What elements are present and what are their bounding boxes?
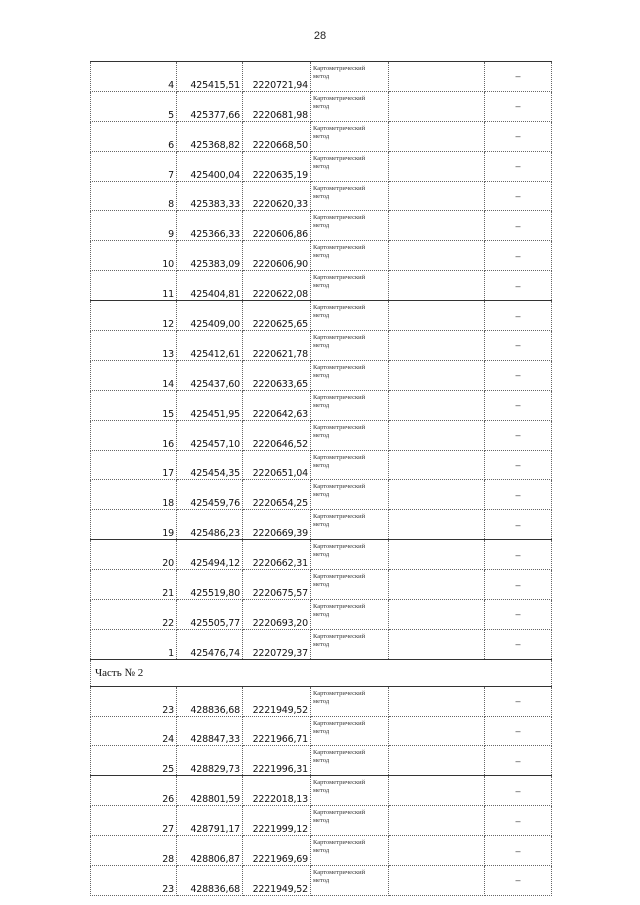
coordinate-x: 425457,10 [177, 420, 243, 450]
method-label-line2: метод [313, 877, 330, 885]
method-cell [311, 241, 389, 271]
method-label-line1: Картометрический [313, 839, 366, 847]
method-label-line1: Картометрический [313, 124, 366, 132]
method-label-line2: метод [313, 342, 330, 350]
coordinate-x: 425454,35 [177, 450, 243, 480]
method-cell [311, 806, 389, 836]
coordinate-y: 2220635,19 [243, 151, 311, 181]
blank-cell [389, 62, 485, 92]
method-label-line2: метод [313, 611, 330, 619]
error-cell: – [485, 62, 552, 92]
method-label-line2: метод [313, 371, 330, 379]
coordinate-x: 428836,68 [177, 686, 243, 716]
coordinate-y: 2220606,90 [243, 241, 311, 271]
part-heading: Часть № 2 [91, 659, 552, 686]
table-row [91, 836, 552, 866]
method-label-line1: Картометрический [313, 274, 366, 282]
blank-cell [389, 390, 485, 420]
coordinate-y: 2220669,39 [243, 510, 311, 540]
table-row [91, 806, 552, 836]
table-row [91, 629, 552, 659]
table-row [91, 686, 552, 716]
method-cell [311, 686, 389, 716]
coordinate-x: 428806,87 [177, 836, 243, 866]
method-label-line2: метод [313, 73, 330, 80]
coordinate-x: 428791,17 [177, 806, 243, 836]
point-number: 25 [91, 746, 177, 776]
error-cell: – [485, 570, 552, 600]
coordinate-y: 2220625,65 [243, 301, 311, 331]
table-row [91, 510, 552, 540]
coordinate-x: 425368,82 [177, 121, 243, 151]
method-cell [311, 211, 389, 241]
method-cell [311, 62, 389, 92]
point-number: 23 [91, 686, 177, 716]
error-cell: – [485, 181, 552, 211]
blank-cell [389, 181, 485, 211]
blank-cell [389, 271, 485, 301]
method-label-line1: Картометрический [313, 65, 366, 72]
blank-cell [389, 331, 485, 361]
coordinate-x: 425486,23 [177, 510, 243, 540]
point-number: 12 [91, 301, 177, 331]
point-number: 15 [91, 390, 177, 420]
point-number: 26 [91, 776, 177, 806]
method-label-line2: метод [313, 787, 330, 795]
method-label-line2: метод [313, 222, 330, 230]
coordinate-y: 2221999,12 [243, 806, 311, 836]
method-label-line2: метод [313, 132, 330, 140]
method-label-line1: Картометрический [313, 453, 366, 461]
method-label-line1: Картометрический [313, 184, 366, 192]
method-label-line2: метод [313, 282, 330, 290]
method-label-line1: Картометрический [313, 749, 366, 757]
coordinates-table [90, 61, 552, 896]
method-label-line1: Картометрический [313, 869, 366, 877]
coordinate-x: 425409,00 [177, 301, 243, 331]
method-label-line1: Картометрический [313, 304, 366, 312]
error-cell: – [485, 600, 552, 630]
table-row [91, 540, 552, 570]
method-label-line2: метод [313, 162, 330, 170]
blank-cell [389, 121, 485, 151]
coordinate-y: 2220633,65 [243, 360, 311, 390]
point-number: 13 [91, 331, 177, 361]
error-cell: – [485, 540, 552, 570]
method-cell [311, 480, 389, 510]
part2-heading-row [91, 659, 552, 686]
table-row [91, 746, 552, 776]
coordinate-x: 425505,77 [177, 600, 243, 630]
coordinate-y: 2220642,63 [243, 390, 311, 420]
error-cell: – [485, 716, 552, 746]
error-cell: – [485, 151, 552, 181]
table-row [91, 420, 552, 450]
error-cell: – [485, 211, 552, 241]
method-cell [311, 360, 389, 390]
table-row [91, 776, 552, 806]
coordinate-x: 428801,59 [177, 776, 243, 806]
coordinate-y: 2221969,69 [243, 836, 311, 866]
method-label-line1: Картометрический [313, 423, 366, 431]
point-number: 7 [91, 151, 177, 181]
coordinate-y: 2220693,20 [243, 600, 311, 630]
method-cell [311, 271, 389, 301]
method-label-line1: Картометрический [313, 393, 366, 401]
blank-cell [389, 211, 485, 241]
table-row [91, 480, 552, 510]
coordinate-x: 425383,33 [177, 181, 243, 211]
coordinate-y: 2220621,78 [243, 331, 311, 361]
point-number: 28 [91, 836, 177, 866]
blank-cell [389, 241, 485, 271]
point-number: 16 [91, 420, 177, 450]
method-cell [311, 746, 389, 776]
error-cell: – [485, 450, 552, 480]
point-number: 10 [91, 241, 177, 271]
blank-cell [389, 420, 485, 450]
blank-cell [389, 686, 485, 716]
coordinate-y: 2222018,13 [243, 776, 311, 806]
table-row [91, 62, 552, 92]
method-cell [311, 91, 389, 121]
method-label-line2: метод [313, 521, 330, 529]
method-cell [311, 331, 389, 361]
method-label-line1: Картометрический [313, 632, 366, 640]
coordinate-y: 2220662,31 [243, 540, 311, 570]
point-number: 20 [91, 540, 177, 570]
table-row [91, 241, 552, 271]
method-label-line1: Картометрический [313, 94, 366, 102]
error-cell: – [485, 390, 552, 420]
coordinate-x: 425494,12 [177, 540, 243, 570]
error-cell: – [485, 510, 552, 540]
table-row [91, 271, 552, 301]
blank-cell [389, 360, 485, 390]
coordinate-x: 425366,33 [177, 211, 243, 241]
table-row [91, 716, 552, 746]
blank-cell [389, 806, 485, 836]
point-number: 24 [91, 716, 177, 746]
method-cell [311, 390, 389, 420]
coordinate-x: 425519,80 [177, 570, 243, 600]
method-label-line1: Картометрический [313, 483, 366, 491]
method-label-line2: метод [313, 252, 330, 260]
method-cell [311, 600, 389, 630]
error-cell: – [485, 121, 552, 151]
error-cell: – [485, 866, 552, 896]
point-number: 8 [91, 181, 177, 211]
table-row [91, 600, 552, 630]
method-label-line1: Картометрический [313, 214, 366, 222]
method-label-line1: Картометрический [313, 363, 366, 371]
coordinate-y: 2220646,52 [243, 420, 311, 450]
coordinate-x: 425437,60 [177, 360, 243, 390]
method-label-line2: метод [313, 192, 330, 200]
point-number: 14 [91, 360, 177, 390]
point-number: 11 [91, 271, 177, 301]
point-number: 27 [91, 806, 177, 836]
blank-cell [389, 91, 485, 121]
coordinate-x: 425400,04 [177, 151, 243, 181]
method-label-line1: Картометрический [313, 719, 366, 727]
blank-cell [389, 450, 485, 480]
coordinate-y: 2220681,98 [243, 91, 311, 121]
coordinate-y: 2220622,08 [243, 271, 311, 301]
method-cell [311, 510, 389, 540]
method-label-line1: Картометрический [313, 603, 366, 611]
coordinate-y: 2220668,50 [243, 121, 311, 151]
method-cell [311, 570, 389, 600]
part2-rows [91, 686, 552, 895]
coordinate-y: 2220606,86 [243, 211, 311, 241]
table-row [91, 360, 552, 390]
method-label-line1: Картометрический [313, 334, 366, 342]
method-label-line2: метод [313, 640, 330, 648]
blank-cell [389, 836, 485, 866]
blank-cell [389, 301, 485, 331]
coordinate-y: 2221966,71 [243, 716, 311, 746]
coordinate-y: 2220675,57 [243, 570, 311, 600]
point-number: 4 [91, 62, 177, 92]
method-label-line2: метод [313, 461, 330, 469]
coordinate-x: 425377,66 [177, 91, 243, 121]
coordinate-y: 2221996,31 [243, 746, 311, 776]
method-cell [311, 121, 389, 151]
error-cell: – [485, 331, 552, 361]
method-label-line2: метод [313, 491, 330, 499]
method-label-line1: Картометрический [313, 154, 366, 162]
method-cell [311, 776, 389, 806]
point-number: 6 [91, 121, 177, 151]
method-cell [311, 151, 389, 181]
blank-cell [389, 629, 485, 659]
method-cell [311, 629, 389, 659]
coordinate-x: 428847,33 [177, 716, 243, 746]
table-row [91, 91, 552, 121]
page-number: 28 [313, 30, 327, 42]
table-row [91, 450, 552, 480]
table-row [91, 121, 552, 151]
point-number: 5 [91, 91, 177, 121]
part1-rows [91, 62, 552, 660]
method-cell [311, 420, 389, 450]
error-cell: – [485, 420, 552, 450]
method-label-line2: метод [313, 312, 330, 320]
method-cell [311, 716, 389, 746]
coordinate-x: 425415,51 [177, 62, 243, 92]
error-cell: – [485, 480, 552, 510]
method-label-line1: Картометрический [313, 809, 366, 817]
coordinate-x: 425459,76 [177, 480, 243, 510]
error-cell: – [485, 301, 552, 331]
coordinate-y: 2221949,52 [243, 866, 311, 896]
error-cell: – [485, 746, 552, 776]
point-number: 9 [91, 211, 177, 241]
method-label-line1: Картометрический [313, 573, 366, 581]
method-label-line1: Картометрический [313, 689, 366, 697]
error-cell: – [485, 806, 552, 836]
coordinate-y: 2220721,94 [243, 62, 311, 92]
coordinate-y: 2220651,04 [243, 450, 311, 480]
method-label-line2: метод [313, 431, 330, 439]
table-row [91, 390, 552, 420]
point-number: 18 [91, 480, 177, 510]
point-number: 23 [91, 866, 177, 896]
table-row [91, 866, 552, 896]
blank-cell [389, 866, 485, 896]
table-row [91, 181, 552, 211]
blank-cell [389, 480, 485, 510]
coordinate-x: 428836,68 [177, 866, 243, 896]
blank-cell [389, 570, 485, 600]
blank-cell [389, 600, 485, 630]
method-label-line1: Картометрический [313, 779, 366, 787]
method-label-line2: метод [313, 697, 330, 705]
method-label-line2: метод [313, 847, 330, 855]
coordinate-x: 428829,73 [177, 746, 243, 776]
coordinate-y: 2221949,52 [243, 686, 311, 716]
method-label-line2: метод [313, 581, 330, 589]
blank-cell [389, 746, 485, 776]
table-row [91, 331, 552, 361]
point-number: 19 [91, 510, 177, 540]
method-cell [311, 301, 389, 331]
blank-cell [389, 540, 485, 570]
method-label-line2: метод [313, 551, 330, 559]
coordinate-x: 425404,81 [177, 271, 243, 301]
error-cell: – [485, 686, 552, 716]
method-label-line1: Картометрический [313, 513, 366, 521]
method-label-line2: метод [313, 102, 330, 110]
coordinate-x: 425383,09 [177, 241, 243, 271]
table-row [91, 301, 552, 331]
method-label-line1: Картометрический [313, 543, 366, 551]
coordinate-y: 2220654,25 [243, 480, 311, 510]
method-cell [311, 540, 389, 570]
point-number: 17 [91, 450, 177, 480]
error-cell: – [485, 836, 552, 866]
blank-cell [389, 510, 485, 540]
method-label-line2: метод [313, 727, 330, 735]
coordinate-x: 425451,95 [177, 390, 243, 420]
error-cell: – [485, 241, 552, 271]
blank-cell [389, 776, 485, 806]
coordinate-x: 425476,74 [177, 629, 243, 659]
point-number: 22 [91, 600, 177, 630]
coordinate-y: 2220620,33 [243, 181, 311, 211]
method-cell [311, 866, 389, 896]
error-cell: – [485, 776, 552, 806]
table-row [91, 211, 552, 241]
method-label-line2: метод [313, 401, 330, 409]
method-label-line2: метод [313, 817, 330, 825]
error-cell: – [485, 271, 552, 301]
table-row [91, 570, 552, 600]
method-cell [311, 181, 389, 211]
point-number: 1 [91, 629, 177, 659]
blank-cell [389, 716, 485, 746]
coordinate-x: 425412,61 [177, 331, 243, 361]
blank-cell [389, 151, 485, 181]
error-cell: – [485, 360, 552, 390]
method-cell [311, 450, 389, 480]
error-cell: – [485, 629, 552, 659]
method-label-line1: Картометрический [313, 244, 366, 252]
method-cell [311, 836, 389, 866]
point-number: 21 [91, 570, 177, 600]
coordinate-y: 2220729,37 [243, 629, 311, 659]
table-row [91, 151, 552, 181]
method-label-line2: метод [313, 757, 330, 765]
error-cell: – [485, 91, 552, 121]
